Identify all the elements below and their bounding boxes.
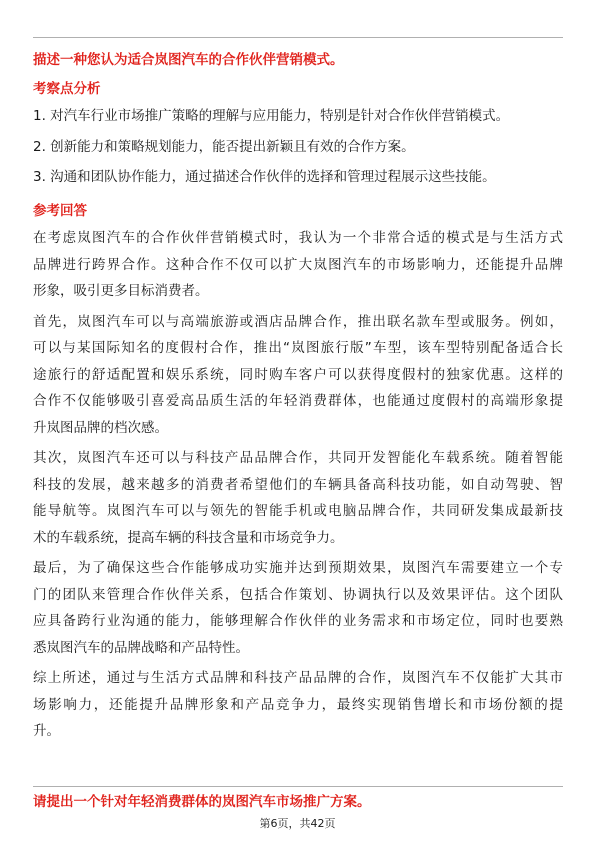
question-heading: 描述一种您认为适合岚图汽车的合作伙伴营销模式。 xyxy=(33,52,344,68)
top-divider xyxy=(33,37,563,38)
text-line: 可以与某国际知名的度假村合作，推出“岚图旅行版”车型，该车型特别配备适合长 xyxy=(33,340,563,356)
text-line: 最后，为了确保这些合作能够成功实施并达到预期效果，岚图汽车需要建立一个专 xyxy=(33,560,563,576)
text-line: 首先，岚图汽车可以与高端旅游或酒店品牌合作，推出联名款车型或服务。例如， xyxy=(33,313,563,330)
text-line: 合作不仅能够吸引喜爱高品质生活的年轻消费群体，也能通过度假村的高端形象提 xyxy=(33,393,563,409)
text-line: 品牌进行跨界合作。这种合作不仅可以扩大岚图汽车的市场影响力，还能提升品牌 xyxy=(33,256,563,273)
text-line: 在考虑岚图汽车的合作伙伴营销模式时，我认为一个非常合适的模式是与生活方式 xyxy=(33,230,563,246)
text-line: 综上所述，通过与生活方式品牌和科技产品品牌的合作，岚图汽车不仅能扩大其市 xyxy=(33,670,563,686)
analysis-point: 1. 对汽车行业市场推广策略的理解与应用能力，特别是针对合作伙伴营销模式。 xyxy=(33,108,510,124)
text-line: 升岚图品牌的档次感。 xyxy=(33,419,168,436)
text-line: 途旅行的舒适配置和娱乐系统，同时购车客户可以获得度假村的独家优惠。这样的 xyxy=(33,366,563,383)
text-line: 升。 xyxy=(33,723,60,739)
answer-paragraph xyxy=(33,668,563,748)
text-line: 悉岚图汽车的品牌战略和产品特性。 xyxy=(33,639,249,656)
answer-paragraph xyxy=(33,448,563,554)
text-line: 科技的发展，越来越多的消费者希望他们的车辆具备高科技功能，如自动驾驶、智 xyxy=(33,476,563,493)
text-line: 场影响力，还能提升品牌形象和产品竞争力，最终实现销售增长和市场份额的提 xyxy=(33,696,563,713)
text-line: 门的团队来管理合作伙伴关系，包括合作策划、协调执行以及效果评估。这个团队 xyxy=(33,586,563,603)
analysis-point: 3. 沟通和团队协作能力，通过描述合作伙伴的选择和管理过程展示这些技能。 xyxy=(33,169,496,185)
next-question-heading: 请提出一个针对年轻消费群体的岚图汽车市场推广方案。 xyxy=(33,794,371,810)
answer-paragraph xyxy=(33,228,563,308)
analysis-points-list xyxy=(33,106,563,198)
text-line: 其次，岚图汽车还可以与科技产品品牌合作，共同开发智能化车载系统。随着智能 xyxy=(33,450,563,466)
answer-section-title: 参考回答 xyxy=(33,203,87,219)
answer-paragraph xyxy=(33,312,563,445)
text-line: 形象，吸引更多目标消费者。 xyxy=(33,283,209,299)
answer-paragraph xyxy=(33,558,563,664)
text-line: 能导航等。岚图汽车可以与领先的智能手机或电脑品牌合作，共同研发集成最新技 xyxy=(33,503,563,519)
answer-body xyxy=(33,228,563,748)
text-line: 应具备跨行业沟通的能力，能够理解合作伙伴的业务需求和市场定位，同时也要熟 xyxy=(33,613,563,629)
analysis-section-title: 考察点分析 xyxy=(33,81,101,97)
text-line: 术的车载系统，提高车辆的科技含量和市场竞争力。 xyxy=(33,529,344,546)
bottom-divider xyxy=(33,786,563,787)
page-number: 第6页，共42页 xyxy=(259,817,336,830)
analysis-point: 2. 创新能力和策略规划能力，能否提出新颖且有效的合作方案。 xyxy=(33,138,415,155)
